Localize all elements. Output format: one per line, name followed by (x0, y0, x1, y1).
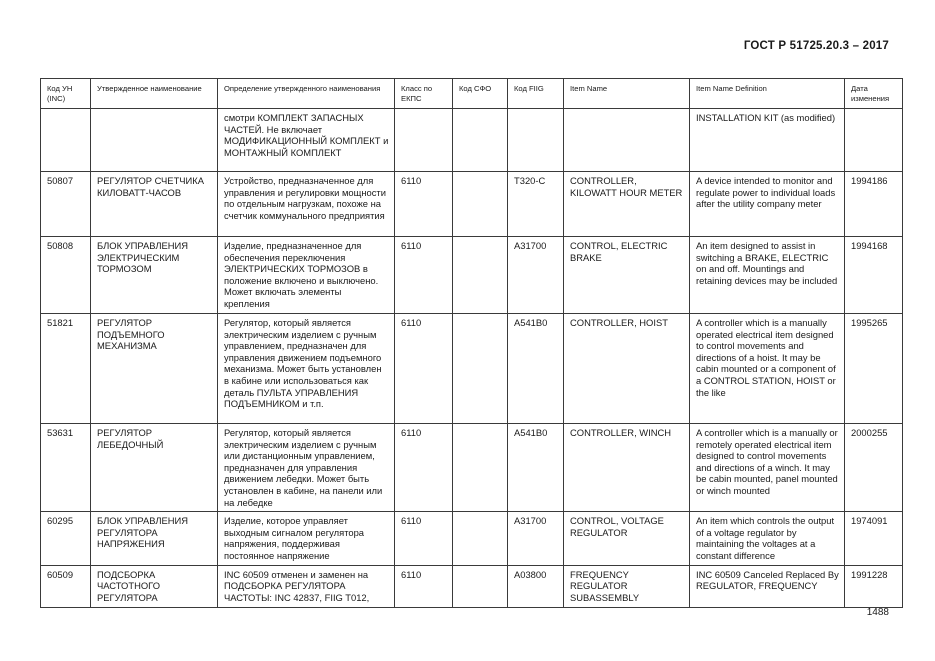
cell-item-name: CONTROLLER, KILOWATT HOUR METER (564, 172, 690, 237)
cell-sfo (453, 512, 508, 565)
cell-code: 60509 (41, 565, 91, 607)
header-code-sfo: Код СФО (453, 79, 508, 109)
header-item-name-definition: Item Name Definition (690, 79, 845, 109)
cell-date (845, 109, 903, 172)
header-code-fiig: Код FIIG (508, 79, 564, 109)
cell-name: БЛОК УПРАВЛЕНИЯ РЕГУЛЯТОРА НАПРЯЖЕНИЯ (91, 512, 218, 565)
cell-fiig: A03800 (508, 565, 564, 607)
cell-definition: смотри КОМПЛЕКТ ЗАПАСНЫХ ЧАСТЕЙ. Не включает МОДИФИКАЦИОННЫЙ КОМПЛЕКТ и МОНТАЖНЫЙ КОМПЛЕКТ (218, 109, 395, 172)
cell-name: РЕГУЛЯТОР ЛЕБЕДОЧНЫЙ (91, 424, 218, 512)
cell-name: РЕГУЛЯТОР ПОДЪЕМНОГО МЕХАНИЗМА (91, 314, 218, 424)
cell-definition: Изделие, предназначенное для обеспечения переключения ЭЛЕКТРИЧЕСКИХ ТОРМОЗОВ в положение включено и выключено. Может включать элементы крепления (218, 237, 395, 314)
cell-date: 1995265 (845, 314, 903, 424)
table-row (41, 172, 903, 237)
cell-name (91, 109, 218, 172)
cell-code: 50807 (41, 172, 91, 237)
cell-item-definition: INSTALLATION KIT (as modified) (690, 109, 845, 172)
header-definition: Определение утвержденного наименования (218, 79, 395, 109)
cell-date: 1994186 (845, 172, 903, 237)
cell-date: 1974091 (845, 512, 903, 565)
document-standard-number: ГОСТ Р 51725.20.3 – 2017 (743, 40, 889, 52)
cell-item-name: CONTROLLER, HOIST (564, 314, 690, 424)
cell-code: 53631 (41, 424, 91, 512)
cell-item-name: FREQUENCY REGULATOR SUBASSEMBLY (564, 565, 690, 607)
cell-definition: Регулятор, который является электрическим изделием с ручным управлением, предназначен для управления движением подъемного механизма. Может быть установлен в кабине или использоваться как деталь ПУЛЬТА УПРАВЛЕНИЯ ПОДЪЕМНИКОМ и т.п. (218, 314, 395, 424)
cell-item-definition: A controller which is a manually operated electrical item designed to control movements and directions of a hoist. It may be cabin mounted or a component of a CONTROL STATION, HOIST or the like (690, 314, 845, 424)
cell-definition: Регулятор, который является электрическим изделием с ручным или дистанционным управлением, предназначен для управления движением лебедки. Может быть установлен в кабине, на панели или на лебедке (218, 424, 395, 512)
cell-fiig: T320-C (508, 172, 564, 237)
table-row (41, 109, 903, 172)
header-code-un: Код УН (INC) (41, 79, 91, 109)
cell-definition: Изделие, которое управляет выходным сигналом регулятора напряжения, поддерживая постоянное напряжение (218, 512, 395, 565)
cell-item-definition: A controller which is a manually or remotely operated electrical item designed to control movements and directions of a winch. It may be cabin mounted, panel mounted or winch mounted (690, 424, 845, 512)
table-row (41, 512, 903, 565)
cell-class-ekps (395, 109, 453, 172)
cell-item-name: CONTROL, VOLTAGE REGULATOR (564, 512, 690, 565)
cell-class-ekps: 6110 (395, 314, 453, 424)
cell-sfo (453, 565, 508, 607)
cell-sfo (453, 314, 508, 424)
table-row (41, 565, 903, 607)
cell-fiig: A541B0 (508, 314, 564, 424)
cell-item-name: CONTROL, ELECTRIC BRAKE (564, 237, 690, 314)
page-number: 1488 (866, 607, 889, 618)
cell-sfo (453, 109, 508, 172)
cell-code (41, 109, 91, 172)
cell-sfo (453, 237, 508, 314)
cell-class-ekps: 6110 (395, 565, 453, 607)
cell-sfo (453, 172, 508, 237)
cell-date: 1991228 (845, 565, 903, 607)
table-row (41, 237, 903, 314)
header-change-date: Дата изменения (845, 79, 903, 109)
cell-fiig: A541B0 (508, 424, 564, 512)
cell-class-ekps: 6110 (395, 424, 453, 512)
cell-item-name (564, 109, 690, 172)
header-approved-name: Утвержденное наименование (91, 79, 218, 109)
header-class-ekps: Класс по ЕКПС (395, 79, 453, 109)
table-row (41, 314, 903, 424)
cell-name: РЕГУЛЯТОР СЧЕТЧИКА КИЛОВАТТ-ЧАСОВ (91, 172, 218, 237)
cell-code: 51821 (41, 314, 91, 424)
cell-definition: INC 60509 отменен и заменен на ПОДСБОРКА РЕГУЛЯТОРА ЧАСТОТЫ: INC 42837, FIIG T012, (218, 565, 395, 607)
cell-date: 2000255 (845, 424, 903, 512)
approved-names-table (40, 78, 903, 608)
cell-class-ekps: 6110 (395, 172, 453, 237)
cell-fiig (508, 109, 564, 172)
cell-definition: Устройство, предназначенное для управления и регулировки мощности по отдельным нагрузкам, похоже на счетчик коммунального предприятия (218, 172, 395, 237)
cell-item-name: CONTROLLER, WINCH (564, 424, 690, 512)
cell-fiig: A31700 (508, 237, 564, 314)
cell-class-ekps: 6110 (395, 512, 453, 565)
table-row (41, 424, 903, 512)
cell-item-definition: An item which controls the output of a voltage regulator by maintaining the voltages at a constant difference (690, 512, 845, 565)
header-item-name: Item Name (564, 79, 690, 109)
cell-class-ekps: 6110 (395, 237, 453, 314)
cell-date: 1994168 (845, 237, 903, 314)
cell-sfo (453, 424, 508, 512)
cell-code: 50808 (41, 237, 91, 314)
cell-item-definition: An item designed to assist in switching a BRAKE, ELECTRIC on and off. Mountings and retaining devices may be included (690, 237, 845, 314)
cell-fiig: A31700 (508, 512, 564, 565)
cell-code: 60295 (41, 512, 91, 565)
table-header-row (41, 79, 903, 109)
cell-name: БЛОК УПРАВЛЕНИЯ ЭЛЕКТРИЧЕСКИМ ТОРМОЗОМ (91, 237, 218, 314)
cell-name: ПОДСБОРКА ЧАСТОТНОГО РЕГУЛЯТОРА (91, 565, 218, 607)
cell-item-definition: INC 60509 Canceled Replaced By REGULATOR, FREQUENCY (690, 565, 845, 607)
cell-item-definition: A device intended to monitor and regulate power to individual loads after the utility company meter (690, 172, 845, 237)
